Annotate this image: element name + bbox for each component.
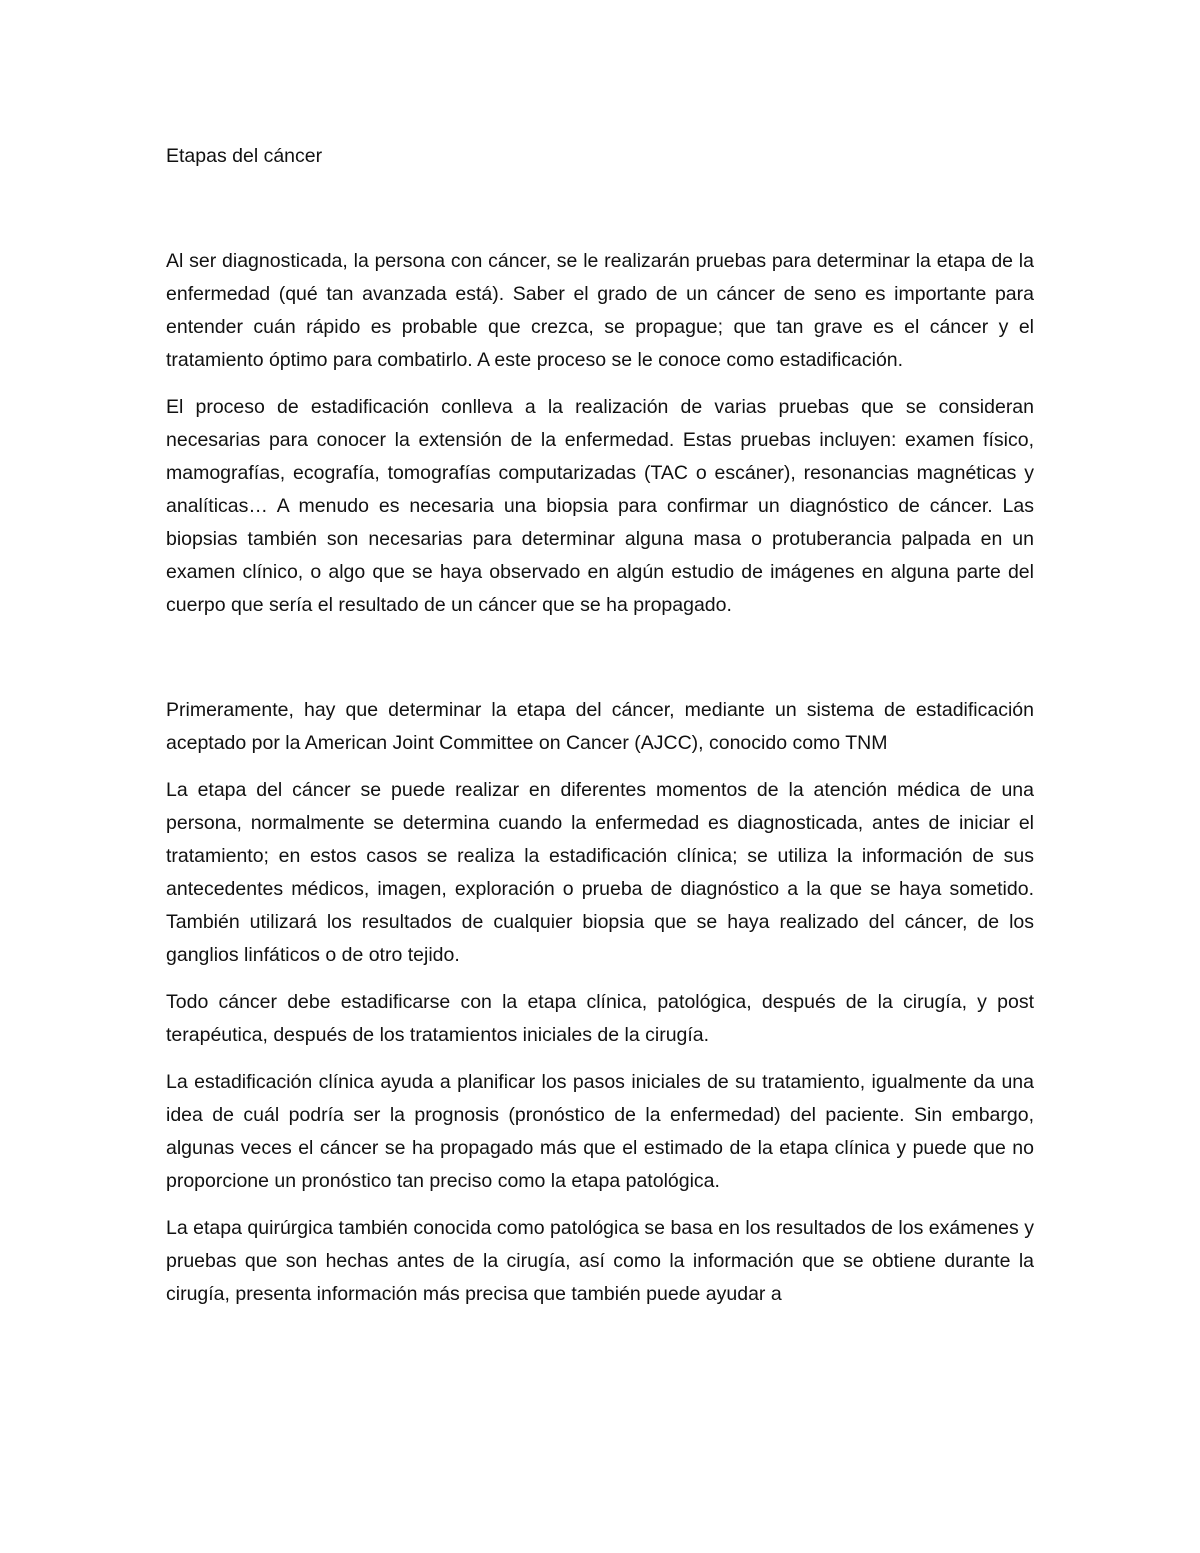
paragraph-diagnosis: Al ser diagnosticada, la persona con cáncer, se le realizarán pruebas para determinar la etapa de la enfermedad (qué tan avanzada está). Saber el grado de un cáncer de seno es importante para entender cuán rápido es probable que crezca, se propague; que tan grave es el cáncer y el tratamiento óptimo para combatirlo. A este proceso se le conoce como estadificación. [166, 250, 1034, 371]
paragraph-clinical-staging: La estadificación clínica ayuda a planificar los pasos iniciales de su tratamiento, igualmente da una idea de cuál podría ser la prognosis (pronóstico de la enfermedad) del paciente. Sin embargo, algunas veces el cáncer se ha propagado más que el estimado de la etapa clínica y puede que no proporcione un pronóstico tan preciso como la etapa patológica. [166, 1071, 1034, 1192]
document-body [166, 140, 1034, 1325]
paragraph-stage-timing: La etapa del cáncer se puede realizar en diferentes momentos de la atención médica de una persona, normalmente se determina cuando la enfermedad es diagnosticada, antes de iniciar el tratamiento; en estos casos se realiza la estadificación clínica; se utiliza la información de sus antecedentes médicos, imagen, exploración o prueba de diagnóstico a la que se haya sometido. También utilizará los resultados de cualquier biopsia que se haya realizado del cáncer, de los ganglios linfáticos o de otro tejido. [166, 779, 1034, 966]
document-title: Etapas del cáncer [166, 145, 323, 167]
paragraph-staging-process: El proceso de estadificación conlleva a la realización de varias pruebas que se consideran necesarias para conocer la extensión de la enfermedad. Estas pruebas incluyen: examen físico, mamografías, ecografía, tomografías computarizadas (TAC o escáner), resonancias magnéticas y analíticas… A menudo es necesaria una biopsia para confirmar un diagnóstico de cáncer. Las biopsias también son necesarias para determinar alguna masa o protuberancia palpada en un examen clínico, o algo que se haya observado en algún estudio de imágenes en alguna parte del cuerpo que sería el resultado de un cáncer que se ha propagado. [166, 396, 1034, 616]
paragraph-tnm-system: Primeramente, hay que determinar la etapa del cáncer, mediante un sistema de estadificación aceptado por la American Joint Committee on Cancer (AJCC), conocido como TNM [166, 699, 1034, 754]
paragraph-stage-types: Todo cáncer debe estadificarse con la etapa clínica, patológica, después de la cirugía, y post terapéutica, después de los tratamientos iniciales de la cirugía. [166, 991, 1034, 1046]
paragraph-surgical-staging: La etapa quirúrgica también conocida como patológica se basa en los resultados de los exámenes y pruebas que son hechas antes de la cirugía, así como la información que se obtiene durante la cirugía, presenta información más precisa que también puede ayudar a [166, 1217, 1034, 1305]
